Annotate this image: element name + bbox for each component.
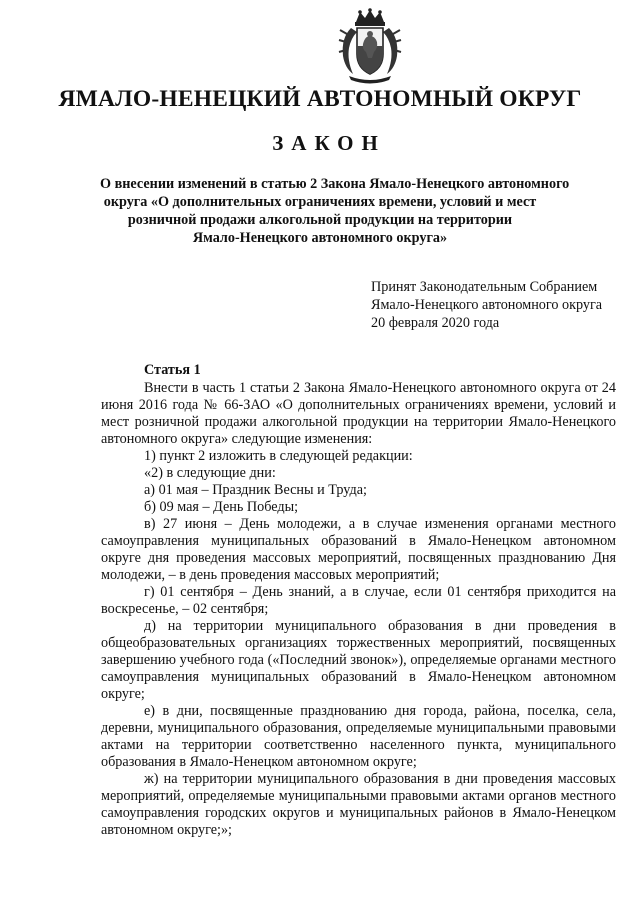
law-subject-line: розничной продажи алкогольной продукции на территории <box>127 212 513 228</box>
law-subject-line: Ямало-Ненецкого автономного округа» <box>192 230 448 246</box>
article-paragraph: 1) пункт 2 изложить в следующей редакции: <box>144 448 413 464</box>
adoption-note-line: Принят Законодательным Собранием <box>371 279 598 295</box>
law-subject-line: О внесении изменений в статью 2 Закона Ямало-Ненецкого автономного <box>100 176 570 192</box>
law-subject-line: округа «О дополнительных ограничениях времени, условий и мест <box>103 194 537 210</box>
document-type: ЗАКОН <box>272 131 386 155</box>
article-paragraph: Внести в часть 1 статьи 2 Закона Ямало-Ненецкого автономного округа от 24 июня 2016 года № 66-ЗАО «О дополнительных ограничениях времени, условий и мест розничной продажи алкогольной продукции на территории Ямало-Ненецкого автономного округа» следующие изменения: <box>101 380 616 447</box>
article-paragraph: «2) в следующие дни: <box>144 465 276 481</box>
adoption-date: 20 февраля 2020 года <box>371 315 500 331</box>
article-title: Статья 1 <box>144 362 201 378</box>
adoption-note <box>371 278 602 332</box>
article-paragraph: г) 01 сентября – День знаний, а в случае, если 01 сентября приходится на воскресенье, – 02 сентября; <box>101 584 616 617</box>
article-paragraph: ж) на территории муниципального образования в дни проведения массовых мероприятий, определяемые муниципальными правовыми актами органов местного самоуправления городских округов и муниципальных районов в Ямало-Ненецком автономном округе;»; <box>101 771 616 838</box>
region-title: ЯМАЛО-НЕНЕЦКИЙ АВТОНОМНЫЙ ОКРУГ <box>58 86 582 112</box>
adoption-note-line: Ямало-Ненецкого автономного округа <box>371 297 603 313</box>
article-paragraph: д) на территории муниципального образования в дни проведения в общеобразовательных организациях торжественных мероприятий, посвященных завершению учебного года («Последний звонок»), определяемые органами местного самоуправления муниципальных образований в Ямало-Ненецком автономном округе; <box>101 618 616 702</box>
article-paragraph: б) 09 мая – День Победы; <box>144 499 299 515</box>
article-paragraph: а) 01 мая – Праздник Весны и Труда; <box>144 482 367 498</box>
article-paragraph: в) 27 июня – День молодежи, а в случае изменения органами местного самоуправления муниципальных образований в Ямало-Ненецком автономном округе дня проведения массовых мероприятий, посвященных празднованию Дня молодежи, – в день проведения массовых мероприятий; <box>101 516 616 583</box>
article-paragraph: е) в дни, посвященные празднованию дня города, района, поселка, села, деревни, муниципального образования, определяемые муниципальными правовыми актами на территории соответственно населенного пункта, муниципального образования в Ямало-Ненецком автономном округе; <box>101 703 616 770</box>
law-subject <box>100 175 570 247</box>
yamal-coat-of-arms-icon <box>337 8 403 84</box>
article-body <box>101 362 616 839</box>
